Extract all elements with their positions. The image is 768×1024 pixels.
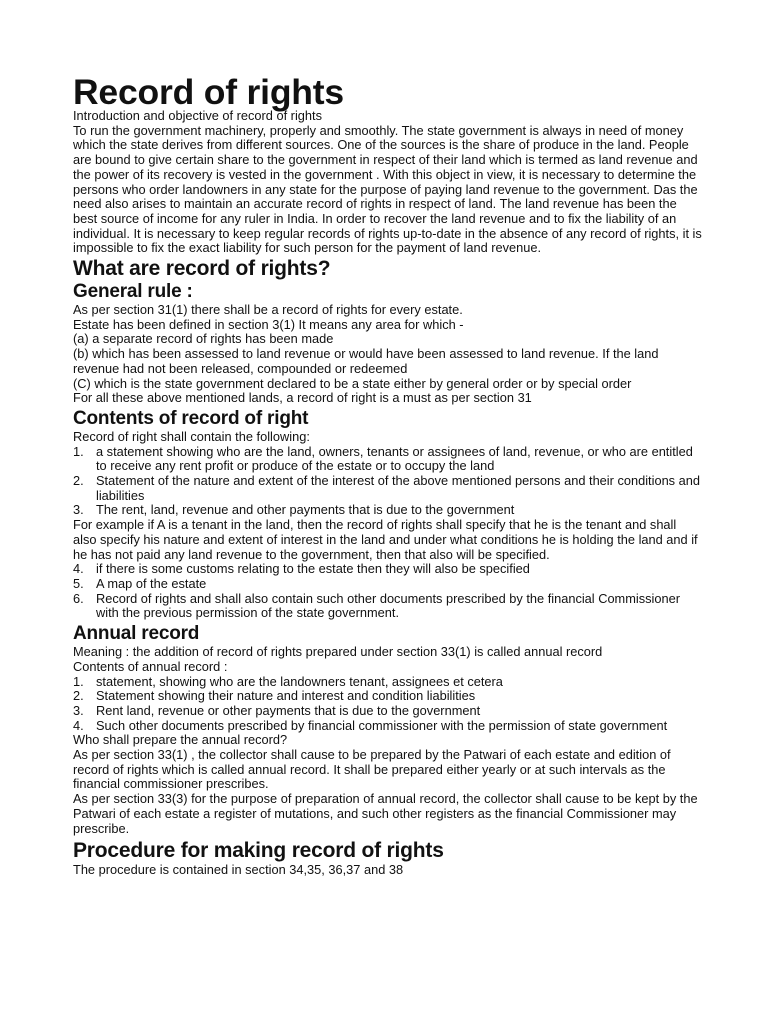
list-number: 1. [73, 673, 84, 689]
section-heading-annual: Annual record [73, 623, 200, 645]
list-text: Statement of the nature and extent of the interest of the above mentioned persons and their conditions and liabilities [96, 473, 700, 503]
subheading-general-rule: General rule : [73, 281, 193, 303]
contents-example: For example if A is a tenant in the land, then the record of rights shall specify that he is the tenant and shall also specify his nature and extent of interest in the land and under what conditions he is holding the land and if he has not paid any land revenue to the government, then that also will be specified. [73, 517, 698, 562]
list-text: statement, showing who are the landowners tenant, assignees et cetera [96, 673, 503, 689]
list-item [73, 689, 703, 704]
general-rule-line: For all these above mentioned lands, a record of right is a must as per section 31 [73, 390, 532, 406]
page-title: Record of rights [73, 72, 344, 112]
list-text: The rent, land, revenue and other payments that is due to the government [96, 502, 515, 518]
section-heading-what: What are record of rights? [73, 257, 331, 281]
list-text: Statement showing their nature and interest and condition liabilities [96, 688, 476, 704]
list-number: 4. [73, 717, 84, 733]
list-number: 3. [73, 502, 84, 518]
list-number: 2. [73, 688, 84, 704]
list-item [73, 577, 703, 592]
annual-who: Who shall prepare the annual record? [73, 732, 288, 748]
contents-list-a [73, 445, 703, 519]
annual-para-2: As per section 33(3) for the purpose of preparation of annual record, the collector shall cause to be kept by the Patwari of each estate a register of mutations, and such other registers as the financial Commissioner may prescribe. [73, 791, 698, 836]
annual-list [73, 675, 703, 734]
list-number: 1. [73, 443, 84, 459]
list-number: 3. [73, 702, 84, 718]
list-text: A map of the estate [96, 575, 207, 591]
list-number: 6. [73, 590, 84, 606]
section-heading-procedure: Procedure for making record of rights [73, 839, 444, 863]
list-number: 4. [73, 561, 84, 577]
list-number: 5. [73, 575, 84, 591]
list-item [73, 704, 703, 719]
document-page [73, 71, 703, 878]
contents-list-b [73, 562, 703, 621]
annual-meaning: Meaning : the addition of record of rights prepared under section 33(1) is called annual record [73, 644, 603, 660]
annual-contents-label: Contents of annual record : [73, 658, 228, 674]
list-item [73, 445, 703, 474]
list-text: a statement showing who are the land, owners, tenants or assignees of land, revenue, or who are entitled to receive any rent profit or produce of the estate or to occupy the land [96, 443, 693, 474]
list-item [73, 675, 703, 690]
general-rule-line: As per section 31(1) there shall be a record of rights for every estate. [73, 302, 463, 318]
list-text: Record of rights and shall also contain such other documents prescribed by the financial Commissioner with the previous permission of the state government. [96, 590, 680, 621]
list-text: Such other documents prescribed by financial commissioner with the permission of state government [96, 717, 668, 733]
general-rule-line: (a) a separate record of rights has been made [73, 331, 334, 347]
procedure-body: The procedure is contained in section 34,35, 36,37 and 38 [73, 862, 404, 878]
annual-para-1: As per section 33(1) , the collector shall cause to be prepared by the Patwari of each estate and edition of record of rights which is called annual record. It shall be prepared either yearly or at such intervals as the financial commissioner prescribes. [73, 747, 671, 792]
intro-body: To run the government machinery, properly and smoothly. The state government is always in need of money which the state derives from different sources. One of the sources is the share of produce in the land. People are bound to give certain share to the government in respect of their land which is termed as land revenue and the power of its recovery is vested in the government . With this object in view, it is necessary to determine the persons who order landowners in any state for the purpose of paying land revenue to the government. Das the need also arises to maintain an accurate record of rights in respect of land. The land revenue has been the best source of income for any ruler in India. In order to recover the land revenue and to fix the liability of an individual. It is necessary to keep regular records of rights up-to-date in the absence of any record of rights, it is impossible to fix the exact liability for such person for the payment of land revenue. [73, 122, 702, 256]
list-item [73, 474, 703, 503]
intro-subtitle: Introduction and objective of record of rights [73, 108, 322, 123]
general-rule-line: Estate has been defined in section 3(1) It means any area for which - [73, 316, 464, 332]
list-item [73, 592, 703, 621]
list-text: Rent land, revenue or other payments that is due to the government [96, 702, 481, 718]
contents-intro: Record of right shall contain the following: [73, 428, 310, 444]
list-item [73, 562, 703, 577]
section-heading-contents: Contents of record of right [73, 407, 309, 429]
list-text: if there is some customs relating to the estate then they will also be specified [96, 561, 530, 577]
list-number: 2. [73, 473, 84, 489]
general-rule-line: (C) which is the state government declared to be a state either by general order or by special order [73, 375, 632, 391]
list-item [73, 719, 703, 734]
general-rule-line: (b) which has been assessed to land revenue or would have been assessed to land revenue. If the land revenue had not been released, compounded or redeemed [73, 346, 659, 376]
list-item [73, 503, 703, 518]
